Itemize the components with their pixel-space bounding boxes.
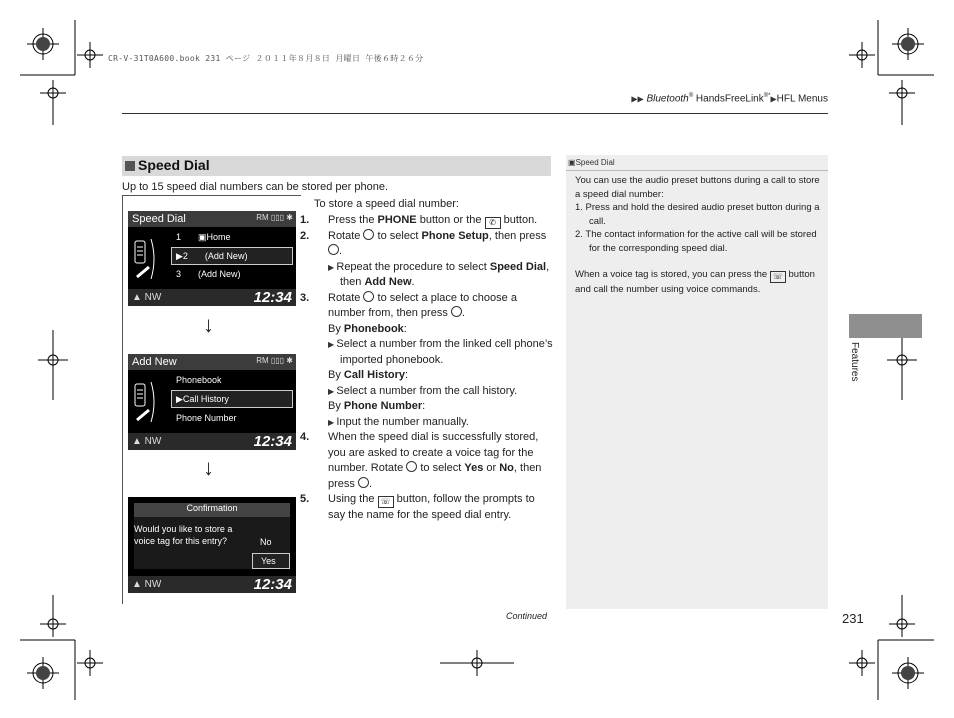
menu-phonebook[interactable]: Phonebook bbox=[176, 375, 222, 385]
step-1: 1. Press the PHONE button or the ✆ button. bbox=[300, 213, 538, 227]
screen-title: Add New bbox=[132, 356, 177, 368]
screen-speed-dial bbox=[128, 211, 296, 306]
section-square-icon bbox=[125, 161, 135, 171]
step-2-sub: ▶ Repeat the procedure to select Speed Dial, then Add New. bbox=[328, 260, 550, 288]
menu-phone-number[interactable]: Phone Number bbox=[176, 413, 237, 423]
book-print-info: CR-V-31T0A600.book 231 ページ ２０１１年８月８日 月曜日 午後６時２６分 bbox=[108, 54, 424, 63]
by-phone-number: By Phone Number: bbox=[328, 400, 426, 412]
selector-knob-icon bbox=[363, 229, 374, 240]
screen-confirmation bbox=[128, 497, 296, 593]
step-3: 3. Rotate to select a place to choose a number from, then press . bbox=[300, 291, 517, 319]
compass-nw: ▲ NW bbox=[132, 579, 162, 590]
breadcrumb-bluetooth: Bluetooth bbox=[646, 93, 689, 105]
by-phonebook-sub: ▶ Select a number from the linked cell phone’s imported phonebook. bbox=[328, 338, 553, 366]
note-paragraph-2: When a voice tag is stored, you can press the ☏ button and call the number using voice commands. bbox=[575, 269, 815, 295]
note-body bbox=[575, 174, 821, 297]
by-call-history-sub: ▶ Select a number from the call history. bbox=[328, 384, 518, 397]
speed-dial-item-3[interactable]: 3 (Add New) bbox=[176, 269, 241, 279]
clock: 12:34 bbox=[253, 289, 292, 306]
selector-knob-icon bbox=[358, 477, 369, 488]
speed-dial-item-1[interactable]: 1 ▣Home bbox=[176, 232, 231, 242]
steps-lead: To store a speed dial number: bbox=[314, 198, 459, 210]
triangle-bullet-icon: ▶ bbox=[328, 417, 337, 427]
dialog-yes-option[interactable]: Yes bbox=[252, 553, 290, 569]
triangle-bullet-icon: ▶▶ bbox=[631, 94, 644, 104]
phone-wrench-icon bbox=[133, 237, 155, 281]
compass-nw: ▲ NW bbox=[132, 292, 162, 303]
section-heading bbox=[122, 156, 551, 176]
header-rule bbox=[122, 113, 828, 114]
step-4: 4. When the speed dial is successfully stored, you are asked to create a voice tag for the number. Rotate to select Yes or No, then press . bbox=[300, 431, 542, 490]
home-icon: ▣ bbox=[198, 232, 207, 242]
note-heading: ▣Speed Dial bbox=[566, 155, 828, 171]
chapter-tab bbox=[849, 314, 922, 338]
phone-wrench-icon bbox=[133, 380, 155, 424]
compass-nw: ▲ NW bbox=[132, 436, 162, 447]
dialog-question: Would you like to store a voice tag for this entry? bbox=[134, 524, 233, 546]
note-marker-icon: ▣ bbox=[568, 158, 576, 167]
down-arrow-icon: ↓ bbox=[203, 312, 214, 337]
note-list-item-2: 2. The contact information for the active call will be stored for the corresponding speed dial. bbox=[575, 229, 817, 254]
clock: 12:34 bbox=[253, 433, 292, 450]
section-title: Speed Dial bbox=[138, 157, 210, 173]
speed-dial-item-2[interactable]: ▶2 (Add New) bbox=[171, 247, 293, 265]
status-icons: RM ▯▯▯ ✱ bbox=[256, 213, 293, 222]
breadcrumb-menus: HFL Menus bbox=[776, 93, 828, 105]
selector-knob-icon bbox=[451, 306, 462, 317]
breadcrumb-hfl: HandsFreeLink bbox=[693, 93, 764, 105]
phone-pickup-icon: ✆ bbox=[485, 217, 501, 229]
note-paragraph-1: You can use the audio preset buttons during a call to store a speed dial number: bbox=[575, 175, 820, 200]
clock: 12:34 bbox=[253, 576, 292, 593]
note-sidebar bbox=[566, 155, 828, 609]
screen-title: Speed Dial bbox=[132, 213, 186, 225]
selector-knob-icon bbox=[363, 291, 374, 302]
triangle-bullet-icon: ▶ bbox=[328, 340, 337, 349]
chapter-label: Features bbox=[849, 342, 860, 382]
dialog-no-option[interactable]: No bbox=[260, 537, 272, 547]
by-call-history: By Call History: bbox=[328, 369, 409, 381]
status-icons: RM ▯▯▯ ✱ bbox=[256, 356, 293, 365]
dialog-title: Confirmation bbox=[134, 503, 290, 517]
step-2: 2. Rotate to select Phone Setup, then press . bbox=[300, 229, 547, 257]
breadcrumb-reg: ® bbox=[688, 93, 694, 99]
selector-knob-icon bbox=[328, 244, 339, 255]
screen-add-new bbox=[128, 354, 296, 450]
breadcrumb bbox=[631, 93, 828, 104]
note-list-item-1: 1. Press and hold the desired audio preset button during a call. bbox=[575, 202, 820, 227]
by-phonebook: By Phonebook: bbox=[328, 322, 407, 335]
page-number: 231 bbox=[842, 611, 864, 626]
triangle-bullet-icon: ▶ bbox=[328, 262, 337, 272]
intro-text: Up to 15 speed dial numbers can be stored per phone. bbox=[122, 181, 389, 193]
talk-button-icon: ☏ bbox=[770, 271, 786, 283]
continued-label: Continued bbox=[506, 611, 548, 621]
by-phone-number-sub: ▶ Input the number manually. bbox=[328, 415, 469, 428]
talk-button-icon: ☏ bbox=[378, 496, 394, 508]
step-5: 5. Using the ☏ button, follow the prompts to say the name for the speed dial entry. bbox=[300, 493, 535, 521]
down-arrow-icon: ↓ bbox=[203, 455, 214, 480]
breadcrumb-sup: ®* bbox=[763, 93, 771, 99]
procedure-steps bbox=[300, 197, 554, 524]
menu-call-history[interactable]: ▶Call History bbox=[171, 390, 293, 408]
selector-knob-icon bbox=[406, 461, 417, 472]
triangle-bullet-icon: ▶ bbox=[770, 94, 777, 104]
triangle-bullet-icon: ▶ bbox=[328, 386, 337, 396]
